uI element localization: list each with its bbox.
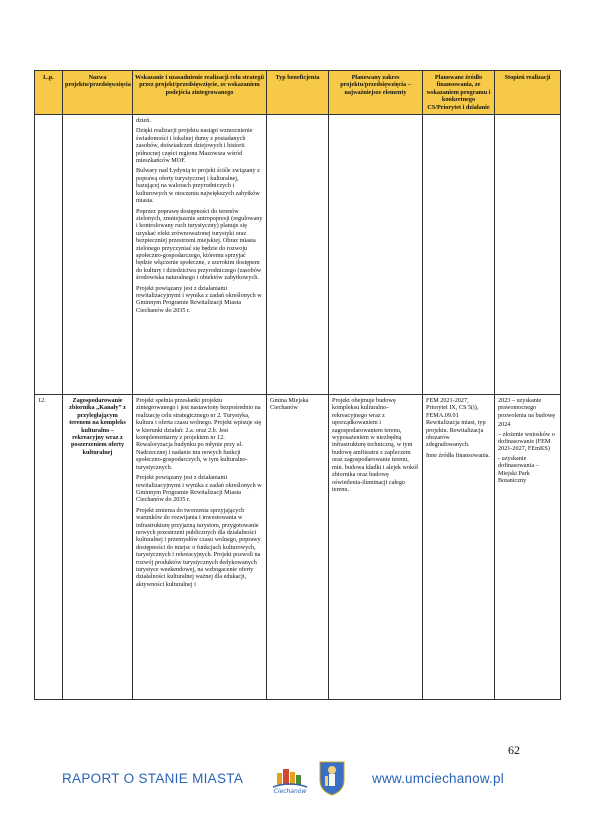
paragraph: Projekt powiązany jest z działaniami rewitalizacyjnymi i wynika z zadań określonych w Gminnym Programie Rewitalizacji Miasta Ciechanów do 2035 r. (136, 474, 262, 504)
cell-empty-scope (329, 115, 423, 395)
cell-stage (495, 395, 561, 700)
cell-empty-name (63, 115, 133, 395)
project-table (34, 70, 561, 700)
cell-empty-funding (423, 115, 495, 395)
paragraph: FEM 2021-2027, Priorytet IX, CS 5(i), FEMA.09.01 Rewitalizacja miast, typ projektu. Rewitalizacja obszarów zdegradowanych. (426, 397, 486, 449)
cell-lp: 12. (35, 395, 63, 700)
stage-line: - uzyskanie dofinasowania – Miejski Park Botaniczny (498, 454, 539, 485)
paragraph: Bulwary nad Łydynią to projekt ściśle związany z poprawą oferty turystycznej i kulturalnej, bazującej na walorach przyrodniczych i kulturowych w otoczeniu największych zabytków miasta. (136, 167, 260, 205)
cell-project-name: Zagospodarowanie zbiornika „Kanały” z przyległającym terenem na kompleks kulturalno – rekreacyjny wraz z poszerzeniem oferty kulturalnej (63, 395, 133, 700)
paragraph: Projekt zmierza do tworzenia sprzyjających warunków do rozwijania i inwestowania w infrastrukturę przyjazną turystom, przygotowanie nowych przestrzeni publicznych dla działalności kulturalnej i przemysłów czasu wolnego, poprawy dostępności do miejsc o funkcjach kulturowych, turystycznych i rekreacyjnych. Projekt pozwoli na rozwój produktów turystycznych dedykowanych turystyce weekendowej, na wzbogacenie oferty działalności kulturalnej ważnej dla edukacji, aktywności kulturalnej i (136, 506, 261, 588)
cell-continuation-justification (133, 115, 267, 395)
stage-line: 2023 – uzyskanie prawomocnego pozwolenia na budowę (498, 397, 556, 419)
paragraph: Projekt spełnia przesłanki projektu zintegrowanego i jest nastawiony bezpośrednio na realizację celu strategicznego nr 2. Turystyka, kultura i oferta czasu wolnego. Projekt wpisuje się w kierunki działań: 2.a. oraz 2.b. Jest komplementarny z projektem nr 12. Rewaloryzacja budynku po młynie przy ul. Nadrzecznej i nadanie mu nowych funkcji społeczno-gospodarczych, w tym kulturalno-turystycznych. (136, 397, 262, 471)
cell-funding (423, 395, 495, 700)
table-row-12 (35, 395, 561, 700)
header-funding: Planowane źródło finansowania, ze wskazaniem programu i konkretnego CS/Priorytet i działanie (423, 71, 495, 115)
cell-beneficiary: Gmina Miejska Ciechanów (267, 395, 329, 700)
header-scope: Planowany zakres projektu/przedsięwzięcia – najważniejsze elementy (329, 71, 423, 115)
paragraph: Inne źródła finansowania. (426, 451, 491, 459)
svg-text:Ciechanów: Ciechanów (273, 788, 307, 795)
stage-line: 2024 (498, 421, 511, 429)
header-justification: Wskazanie i uzasadnienie realizacji celu strategii przez projekt/przedsięwzięcie, ze wskazaniem podejścia zintegrowanego (133, 71, 267, 115)
header-name: Nazwa projektu/przedsięwzięcia (63, 71, 133, 115)
paragraph: Poprzez poprawę dostępności do terenów zielonych, zmniejszenie antropopresji (regulowany i kontrolowany ruch turystyczny) planuje się uzyskać efekt zrównoważonej turystyki oraz bezpieczniej przestrzeni miejskiej. Obraz miasta zielonego przyczyniać się będzie do rozwoju społeczno-gospodarczego, któremu sprzyjać będzie włączenie społeczne, z szerokim dostępem do kultury i dziedzictwa przyrodniczego (zasobów środowiska naturalnego i obiektów zabytkowych. (136, 207, 263, 282)
paragraph: Projekt powiązany jest z działaniami rewitalizacyjnymi i wynika z zadań określonych w Gminnym Programie Rewitalizacji Miasta Ciechanów do 2035 r. (136, 284, 262, 314)
paragraph: Dzięki realizacji projektu nastąpi wzmocnienie świadomości i lokalnej dumy z posiadanych zasobów, doświadczeń dziejowych i historii północnej części regionu Mazowsza wśród mieszkańców MOF. (136, 127, 253, 165)
table-header-row (35, 71, 561, 115)
header-lp: L.p. (35, 71, 63, 115)
coat-of-arms-icon (318, 760, 346, 796)
footer-report-title: RAPORT O STANIE MIASTA (62, 771, 244, 786)
table-row-continuation (35, 115, 561, 395)
cell-empty-lp (35, 115, 63, 395)
cell-scope: Projekt obejmuje budowę kompleksu kulturalno–rekreacyjnego wraz z uporządkowaniem i zagospodarowaniem terenu, wyposażeniem w niezbędną infrastrukturę techniczną, w tym budowę amfiteatru z zapleczem oraz zagospodarowanie terenu, min. budowa kładki i alejek wokół zbiornika oraz budowę oświetlenia-iluminacji całego terenu. (329, 395, 423, 700)
page-number: 62 (508, 743, 520, 757)
cell-justification (133, 395, 267, 700)
cell-empty-beneficiary (267, 115, 329, 395)
header-beneficiary: Typ beneficjenta (267, 71, 329, 115)
footer-website: www.umciechanow.pl (372, 771, 504, 786)
stage-line: – złożenie wniosków o dofinasowanie (FEM 2021-2027, FEmKS) (498, 430, 555, 453)
ciechanow-logo-icon (271, 763, 309, 795)
paragraph: dzień. (136, 117, 151, 125)
header-stage: Stopień realizacji (495, 71, 561, 115)
cell-empty-stage (495, 115, 561, 395)
